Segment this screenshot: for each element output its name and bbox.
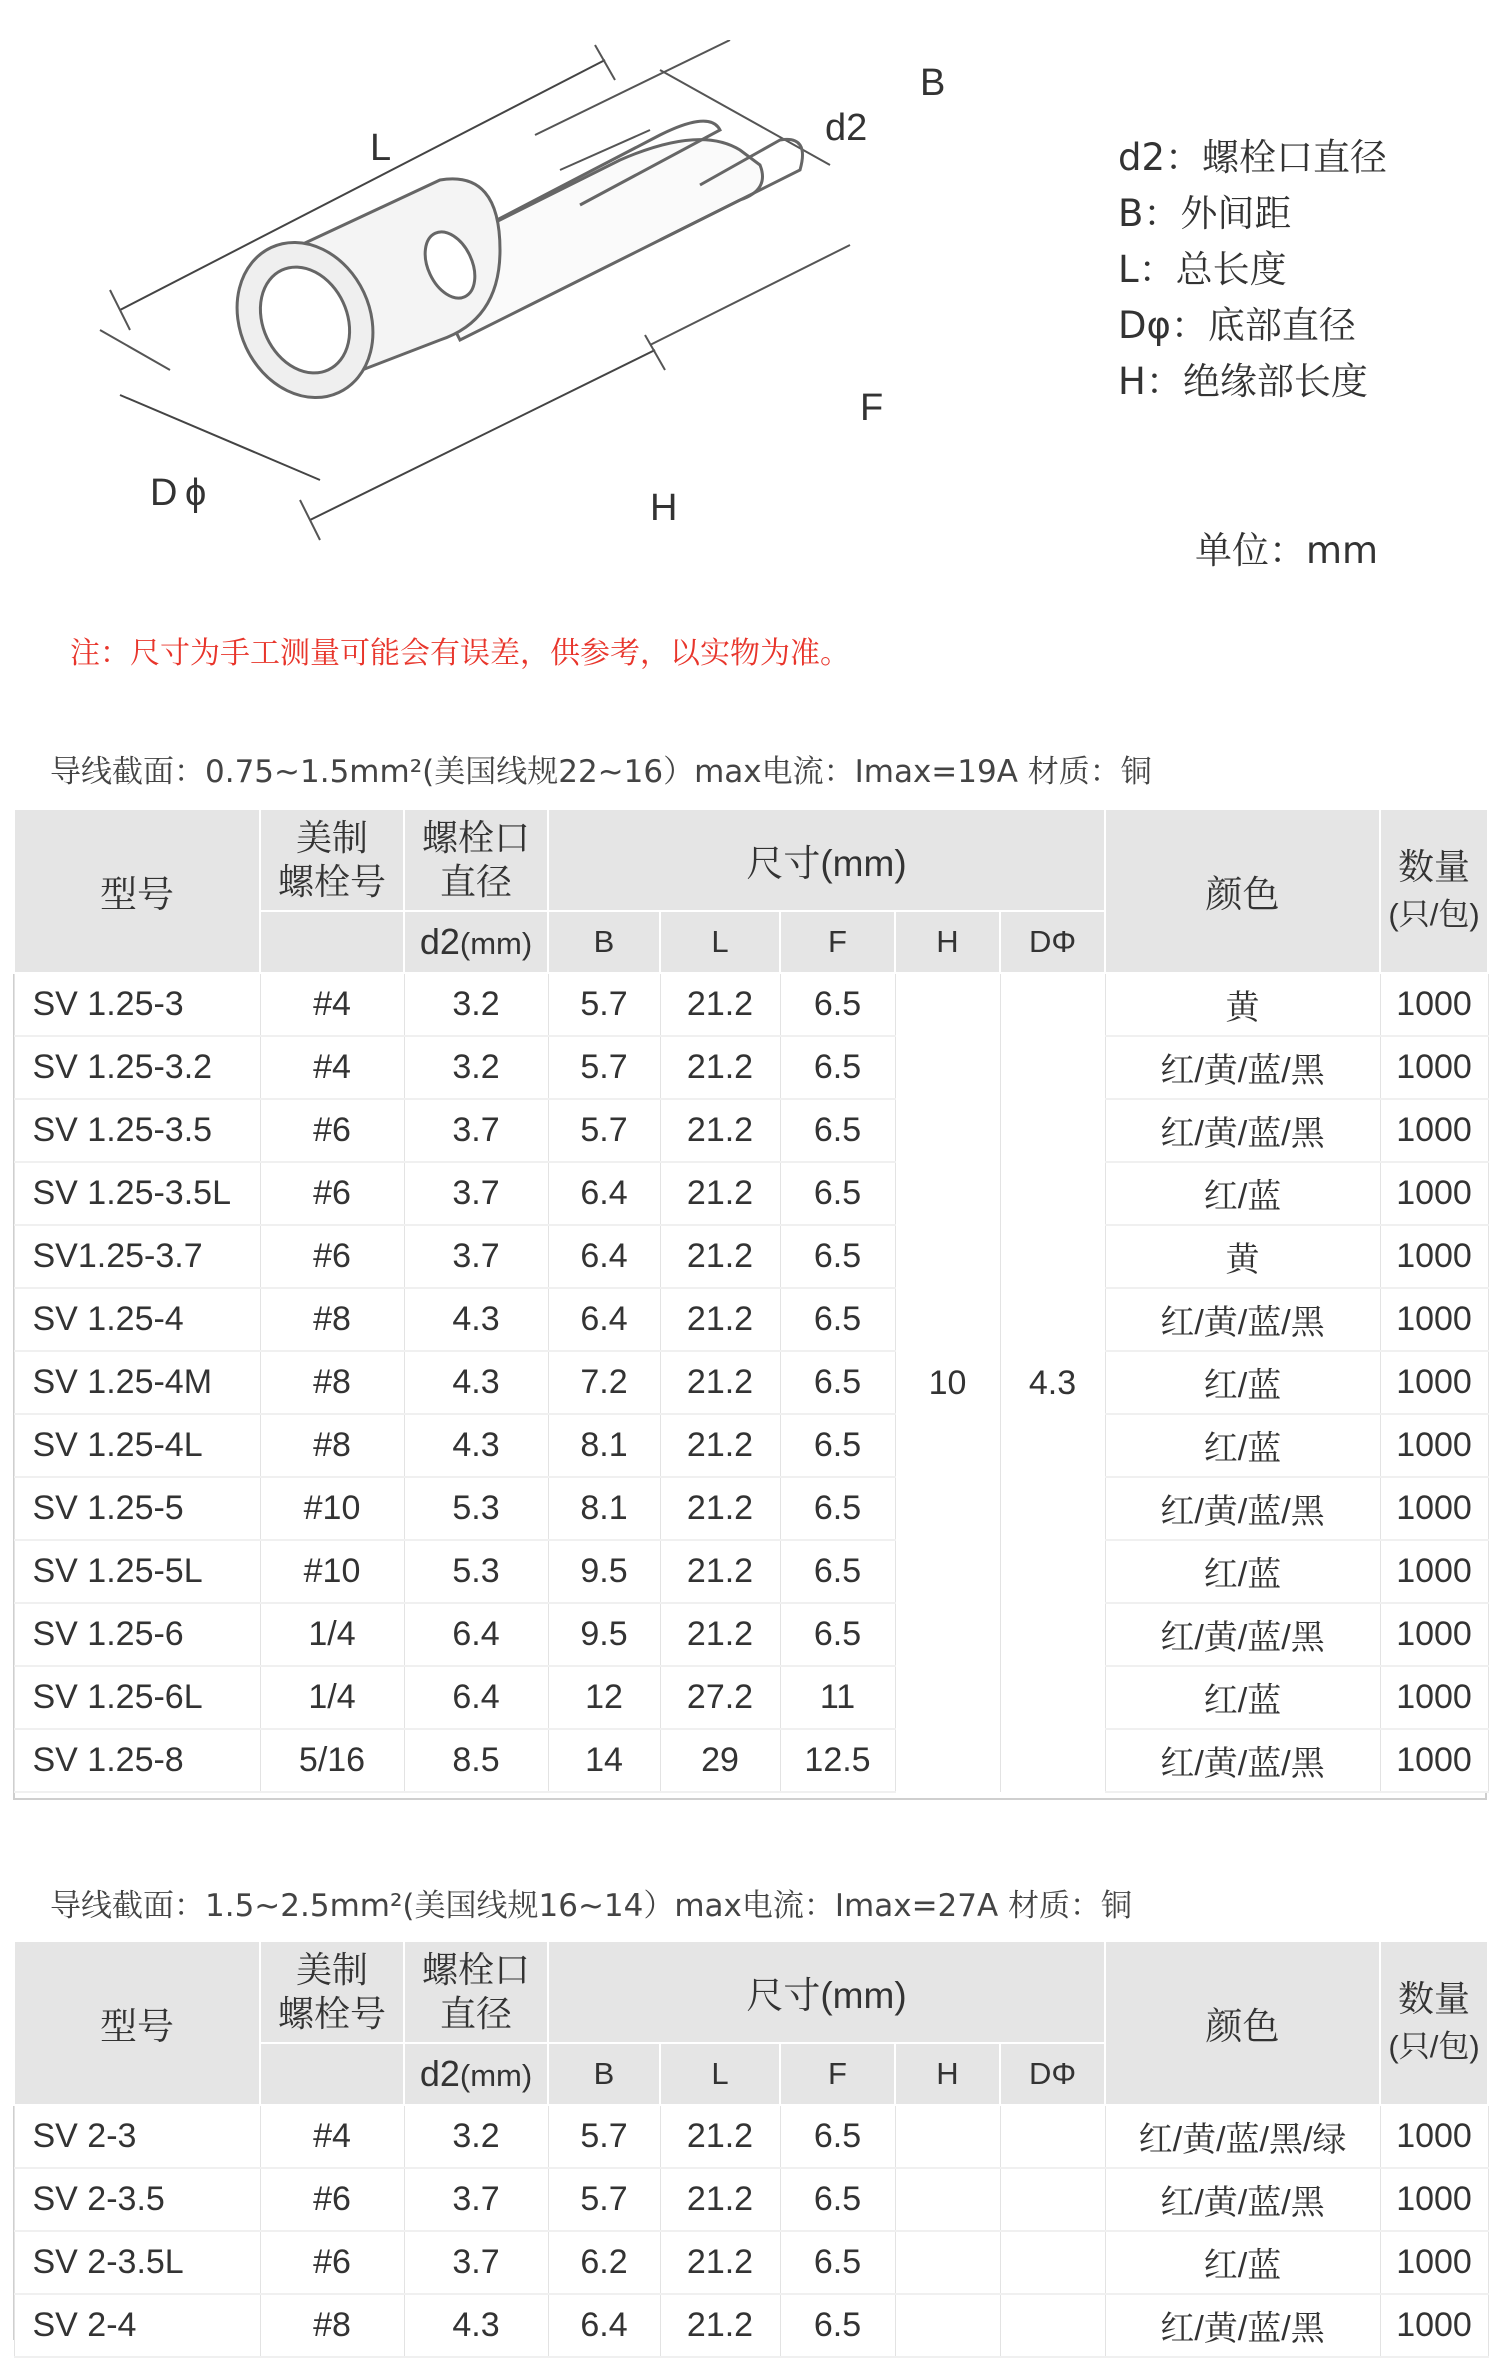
cell-F: 6.5: [780, 2294, 895, 2357]
table-row: [14, 1540, 1488, 1603]
table-row: [14, 2231, 1488, 2294]
cell-F: 6.5: [780, 1162, 895, 1225]
cell-color: 红/黄/蓝/黑: [1105, 2294, 1380, 2357]
cell-color: 红/黄/蓝/黑: [1105, 1603, 1380, 1666]
header-L: L: [660, 911, 780, 973]
cell-color: 红/蓝: [1105, 1162, 1380, 1225]
header-D: DΦ: [1000, 911, 1105, 973]
cell-quantity: 1000: [1380, 973, 1488, 1036]
cell-model: SV 1.25-5: [14, 1477, 260, 1540]
cell-color: 红/黄/蓝/黑: [1105, 1477, 1380, 1540]
cell-color: 红/蓝: [1105, 1540, 1380, 1603]
unit-label: 单位：mm: [1195, 529, 1379, 572]
cell-color: 红/黄/蓝/黑: [1105, 1036, 1380, 1099]
cell-bolt: #8: [260, 1351, 404, 1414]
label-L: L: [370, 127, 392, 169]
cell-B: 5.7: [548, 973, 660, 1036]
cell-D: [1000, 2105, 1105, 2168]
cell-bolt: #8: [260, 2294, 404, 2357]
cell-L: 21.2: [660, 1099, 780, 1162]
cell-model: SV 1.25-3.5L: [14, 1162, 260, 1225]
cell-B: 9.5: [548, 1603, 660, 1666]
cell-color: 红/黄/蓝/黑: [1105, 1729, 1380, 1792]
cell-B: 6.4: [548, 2294, 660, 2357]
cell-F: 6.5: [780, 1477, 895, 1540]
cell-D: [1000, 2294, 1105, 2357]
cell-model: SV 1.25-4L: [14, 1414, 260, 1477]
cell-H: [895, 2168, 1000, 2231]
cell-B: 14: [548, 1729, 660, 1792]
cell-B: 6.4: [548, 1288, 660, 1351]
label-phi: ϕ: [185, 472, 207, 514]
header-d2: d2(mm): [404, 2043, 548, 2105]
cell-B: 8.1: [548, 1414, 660, 1477]
table-row: [14, 1729, 1488, 1792]
table-2-body: [14, 2105, 1488, 2357]
legend-item: Dφ：底部直径: [1118, 304, 1356, 347]
cell-color: 红/蓝: [1105, 1351, 1380, 1414]
cell-color: 黄: [1105, 1225, 1380, 1288]
cell-bolt: #8: [260, 1288, 404, 1351]
table-2-caption: 导线截面：1.5~2.5mm²(美国线规16~14）max电流：Imax=27A 材质：铜: [50, 1888, 1133, 1924]
cell-color: 红/蓝: [1105, 1666, 1380, 1729]
cell-F: 6.5: [780, 2105, 895, 2168]
header-F: F: [780, 911, 895, 973]
cell-model: SV 1.25-3.5: [14, 1099, 260, 1162]
cell-B: 7.2: [548, 1351, 660, 1414]
cell-d2: 5.3: [404, 1477, 548, 1540]
cell-model: SV 2-4: [14, 2294, 260, 2357]
cell-bolt: #10: [260, 1540, 404, 1603]
cell-bolt: #4: [260, 973, 404, 1036]
cell-D: 4.3: [1000, 973, 1105, 1792]
cell-F: 12.5: [780, 1729, 895, 1792]
cell-L: 21.2: [660, 1036, 780, 1099]
cell-model: SV 1.25-3.2: [14, 1036, 260, 1099]
cell-model: SV 1.25-8: [14, 1729, 260, 1792]
cell-d2: 4.3: [404, 2294, 548, 2357]
label-H: H: [650, 487, 678, 529]
cell-bolt: #6: [260, 1225, 404, 1288]
legend-item: H：绝缘部长度: [1118, 360, 1368, 403]
cell-quantity: 1000: [1380, 1351, 1488, 1414]
header-D: DΦ: [1000, 2043, 1105, 2105]
cell-F: 6.5: [780, 2168, 895, 2231]
cell-model: SV 1.25-6L: [14, 1666, 260, 1729]
table-1-caption: 导线截面：0.75~1.5mm²(美国线规22~16）max电流：Imax=19A 材质：铜: [50, 754, 1152, 790]
header-us-bolt: 美制 螺栓号: [260, 809, 404, 911]
header-B: B: [548, 911, 660, 973]
header-B: B: [548, 2043, 660, 2105]
cell-bolt: #8: [260, 1414, 404, 1477]
cell-d2: 3.2: [404, 973, 548, 1036]
cell-d2: 8.5: [404, 1729, 548, 1792]
cell-model: SV 1.25-6: [14, 1603, 260, 1666]
header-size: 尺寸(mm): [548, 809, 1105, 911]
cell-bolt: #6: [260, 1099, 404, 1162]
cell-quantity: 1000: [1380, 2294, 1488, 2357]
cell-model: SV 1.25-4M: [14, 1351, 260, 1414]
legend-item: d2：螺栓口直径: [1118, 136, 1388, 179]
table-row: [14, 973, 1488, 1036]
header-model: 型号: [14, 1941, 260, 2105]
cell-H: 10: [895, 973, 1000, 1792]
cell-quantity: 1000: [1380, 1729, 1488, 1792]
spec-table-2: [13, 1940, 1489, 2358]
cell-bolt: 1/4: [260, 1666, 404, 1729]
cell-color: 红/黄/蓝/黑: [1105, 1288, 1380, 1351]
cell-d2: 6.4: [404, 1666, 548, 1729]
cell-L: 21.2: [660, 1162, 780, 1225]
header-F: F: [780, 2043, 895, 2105]
table-row: [14, 1099, 1488, 1162]
cell-color: 红/蓝: [1105, 1414, 1380, 1477]
spec-table-1: [13, 808, 1489, 1793]
table-row: [14, 1414, 1488, 1477]
cell-quantity: 1000: [1380, 2168, 1488, 2231]
label-d2: d2: [825, 107, 868, 149]
cell-bolt: #4: [260, 1036, 404, 1099]
cell-B: 5.7: [548, 1099, 660, 1162]
cell-F: 6.5: [780, 2231, 895, 2294]
cell-B: 12: [548, 1666, 660, 1729]
cell-L: 21.2: [660, 1225, 780, 1288]
cell-quantity: 1000: [1380, 1288, 1488, 1351]
header-quantity: 数量 (只/包): [1380, 1941, 1488, 2105]
cell-d2: 3.7: [404, 2168, 548, 2231]
cell-color: 红/蓝: [1105, 2231, 1380, 2294]
cell-L: 21.2: [660, 1351, 780, 1414]
cell-color: 黄: [1105, 973, 1380, 1036]
cell-bolt: 1/4: [260, 1603, 404, 1666]
table-row: [14, 1477, 1488, 1540]
cell-L: 21.2: [660, 973, 780, 1036]
cell-F: 6.5: [780, 1414, 895, 1477]
label-D: D: [150, 472, 178, 514]
cell-F: 6.5: [780, 1351, 895, 1414]
cell-quantity: 1000: [1380, 1225, 1488, 1288]
table-1-body: [14, 973, 1488, 1792]
cell-L: 21.2: [660, 2294, 780, 2357]
cell-B: 8.1: [548, 1477, 660, 1540]
cell-B: 6.4: [548, 1162, 660, 1225]
cell-quantity: 1000: [1380, 2105, 1488, 2168]
cell-color: 红/黄/蓝/黑: [1105, 1099, 1380, 1162]
cell-D: [1000, 2231, 1105, 2294]
cell-d2: 5.3: [404, 1540, 548, 1603]
cell-F: 6.5: [780, 1540, 895, 1603]
label-F: F: [860, 387, 884, 429]
cell-bolt: 5/16: [260, 1729, 404, 1792]
cell-L: 21.2: [660, 1414, 780, 1477]
cell-B: 9.5: [548, 1540, 660, 1603]
cell-L: 21.2: [660, 1540, 780, 1603]
table-row: [14, 2168, 1488, 2231]
cell-model: SV 1.25-3: [14, 973, 260, 1036]
cell-model: SV 2-3.5: [14, 2168, 260, 2231]
terminal-diagram: [0, 0, 1500, 620]
cell-F: 6.5: [780, 1099, 895, 1162]
cell-D: [1000, 2168, 1105, 2231]
cell-B: 5.7: [548, 2168, 660, 2231]
cell-model: SV 1.25-4: [14, 1288, 260, 1351]
header-model: 型号: [14, 809, 260, 973]
cell-model: SV 1.25-5L: [14, 1540, 260, 1603]
cell-H: [895, 2294, 1000, 2357]
label-B: B: [920, 62, 946, 104]
cell-d2: 3.7: [404, 2231, 548, 2294]
legend-item: B：外间距: [1118, 192, 1292, 235]
dimension-legend: [1118, 130, 1387, 410]
cell-d2: 3.2: [404, 2105, 548, 2168]
cell-B: 6.2: [548, 2231, 660, 2294]
header-H: H: [895, 911, 1000, 973]
cell-d2: 3.7: [404, 1162, 548, 1225]
table-row: [14, 1351, 1488, 1414]
header-color: 颜色: [1105, 809, 1380, 973]
table-row: [14, 2294, 1488, 2357]
cell-B: 5.7: [548, 1036, 660, 1099]
cell-bolt: #6: [260, 2231, 404, 2294]
cell-bolt: #4: [260, 2105, 404, 2168]
header-L: L: [660, 2043, 780, 2105]
cell-model: SV1.25-3.7: [14, 1225, 260, 1288]
legend-item: L：总长度: [1118, 248, 1287, 291]
cell-H: [895, 2231, 1000, 2294]
cell-H: [895, 2105, 1000, 2168]
cell-F: 6.5: [780, 973, 895, 1036]
cell-bolt: #10: [260, 1477, 404, 1540]
cell-F: 11: [780, 1666, 895, 1729]
table-row: [14, 1288, 1488, 1351]
cell-quantity: 1000: [1380, 1414, 1488, 1477]
cell-d2: 4.3: [404, 1288, 548, 1351]
cell-quantity: 1000: [1380, 1666, 1488, 1729]
cell-L: 21.2: [660, 2105, 780, 2168]
cell-quantity: 1000: [1380, 1162, 1488, 1225]
table-row: [14, 1162, 1488, 1225]
table-row: [14, 1603, 1488, 1666]
header-d2: d2(mm): [404, 911, 548, 973]
header-us-bolt: 美制 螺栓号: [260, 1941, 404, 2043]
cell-L: 21.2: [660, 1288, 780, 1351]
cell-d2: 4.3: [404, 1414, 548, 1477]
cell-quantity: 1000: [1380, 1540, 1488, 1603]
cell-F: 6.5: [780, 1225, 895, 1288]
header-H: H: [895, 2043, 1000, 2105]
header-blank: [260, 911, 404, 973]
header-bolt-diameter: 螺栓口 直径: [404, 1941, 548, 2043]
cell-quantity: 1000: [1380, 1477, 1488, 1540]
table-row: [14, 1036, 1488, 1099]
header-quantity: 数量 (只/包): [1380, 809, 1488, 973]
header-color: 颜色: [1105, 1941, 1380, 2105]
cell-L: 29: [660, 1729, 780, 1792]
table-row: [14, 1225, 1488, 1288]
cell-bolt: #6: [260, 2168, 404, 2231]
cell-F: 6.5: [780, 1603, 895, 1666]
measurement-note: 注：尺寸为手工测量可能会有误差，供参考，以实物为准。: [70, 636, 850, 671]
cell-model: SV 2-3: [14, 2105, 260, 2168]
header-bolt-diameter: 螺栓口 直径: [404, 809, 548, 911]
cell-quantity: 1000: [1380, 1603, 1488, 1666]
cell-B: 5.7: [548, 2105, 660, 2168]
cell-d2: 4.3: [404, 1351, 548, 1414]
spade-terminal-drawing: [60, 40, 1000, 600]
cell-F: 6.5: [780, 1036, 895, 1099]
cell-color: 红/黄/蓝/黑: [1105, 2168, 1380, 2231]
cell-L: 21.2: [660, 2231, 780, 2294]
cell-d2: 3.2: [404, 1036, 548, 1099]
cell-d2: 3.7: [404, 1099, 548, 1162]
table-row: [14, 1666, 1488, 1729]
cell-bolt: #6: [260, 1162, 404, 1225]
cell-quantity: 1000: [1380, 1099, 1488, 1162]
cell-B: 6.4: [548, 1225, 660, 1288]
cell-L: 21.2: [660, 2168, 780, 2231]
cell-L: 21.2: [660, 1477, 780, 1540]
cell-quantity: 1000: [1380, 1036, 1488, 1099]
cell-L: 21.2: [660, 1603, 780, 1666]
table-row: [14, 2105, 1488, 2168]
cell-F: 6.5: [780, 1288, 895, 1351]
cell-d2: 3.7: [404, 1225, 548, 1288]
header-size: 尺寸(mm): [548, 1941, 1105, 2043]
header-blank: [260, 2043, 404, 2105]
cell-L: 27.2: [660, 1666, 780, 1729]
cell-quantity: 1000: [1380, 2231, 1488, 2294]
cell-model: SV 2-3.5L: [14, 2231, 260, 2294]
cell-d2: 6.4: [404, 1603, 548, 1666]
cell-color: 红/黄/蓝/黑/绿: [1105, 2105, 1380, 2168]
